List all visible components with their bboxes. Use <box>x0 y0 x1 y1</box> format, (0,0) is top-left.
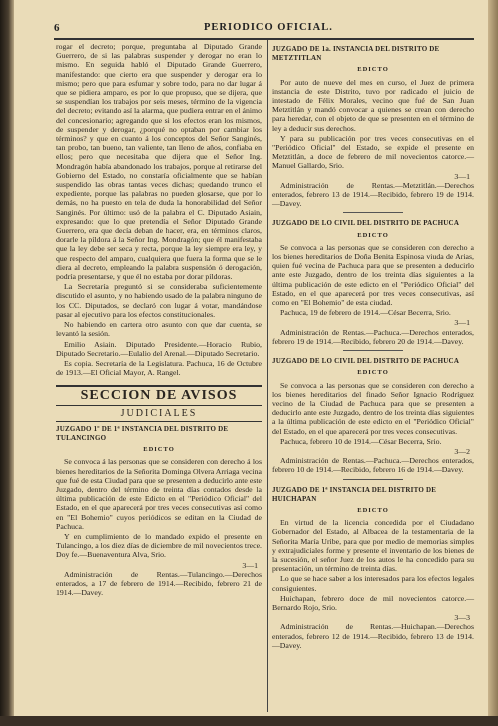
edicto-label: EDICTO <box>143 446 175 454</box>
session-text: La Secretaría preguntó si se consideraba suficientemente discutido el asunto, y no habiendo usado de la palabra ninguno de los CC. Diputados, se declaró con lugar á votar, mandándose pasar al ejecutivo para los efectos constitucionales. <box>56 282 262 319</box>
court-heading: JUZGADO 1º DE 1ª INSTANCIA DEL DISTRITO DE TULANCINGO <box>56 424 229 442</box>
notice-text: Se convoca á las personas que se consideren con derecho á los bienes hereditarios de la Señorita Dominga Olvera Arriaga vecina que fué de esta Ciudad para que se presenten a deducirlo ante este Juzgado, dentro del término de treinta días contados desde la última publicación de este Edicto en el "Periódico Oficial" del Estado, en el que aparecerá por tres veces consecutivas así como en "El Bohemio" cuyos periódicos se editan en la Ciudad de Pachuca. <box>56 457 262 531</box>
court-heading: JUZGADO DE LO CIVIL DEL DISTRITO DE PACHUCA <box>272 219 460 228</box>
admin-note: Administración de Rentas.—Metztitlán.—Derechos enterados, febrero 13 de 1914.—Recibido, febrero 19 de 1914.—Davey. <box>272 180 474 209</box>
admin-note: Administración de Rentas.—Pachuca.—Derechos enterados, febrero 19 de 1914.—Recibido, febrero 20 de 1914.—Davey. <box>272 327 474 346</box>
edicto-label: EDICTO <box>357 506 389 514</box>
notice-text: Y en cumplimiento de lo mandado expido el presente en Tulancingo, a los diez días de diciembre de mil novecientos trece. Doy fe.—Buenaventura Alva, Srio. <box>56 531 262 560</box>
court-heading: JUZGADO DE 1ª INSTANCIA DEL DISTRITO DE HUICHAPAN <box>272 485 437 503</box>
notice-text: Huichapan, febrero doce de mil novecientos catorce.—Bernardo Rojo, Srio. <box>272 593 474 612</box>
edicto-label: EDICTO <box>357 369 389 377</box>
court-heading: JUZGADO DE 1a. INSTANCIA DEL DISTRITO DE METZTITLAN <box>272 45 440 63</box>
certification: Es copia. Secretaría de la Legislatura. Pachuca, 16 de Octubre de 1913.—El Oficial Mayor, A. Rangel. <box>56 358 262 378</box>
separator <box>343 212 403 213</box>
subsection-title: JUDICIALES <box>56 409 262 422</box>
notice-text: Por auto de nueve del mes en curso, el Juez de primera instancia de este Distrito, tuvo por radicado el juicio de intestado de Félix Morales, vecino que fué de San Juan Metztitlán y mandó convocar a quienes se crean con derecho para heredar, con el objeto de que se presenten en el término de ley a deducir sus derechos. <box>272 77 474 133</box>
edicto-label: EDICTO <box>357 66 389 74</box>
column-rule <box>267 40 268 712</box>
notice-text: Se convoca a las personas que se consideren con derecho a los bienes hereditarios de Doña Benita Espinosa viuda de Arias, quien fué vecina de Pachuca para que se presenten a deducirlo ante este Juzgado, dentro de los treinta días siguientes a la última publicación de este edicto en el "Periódico Oficial" del Estado, en el que aparecerá por tres veces consecutivas, así como en "El Bohemio" de esta ciudad. <box>272 242 474 308</box>
notice-text: Y para su publicación por tres veces consecutivas en el "Periódico Oficial" del Estado, se expide el presente en Metztitlán, a doce de febrero de mil novecientos catorce.—Manuel Gallardo, Srio. <box>272 133 474 171</box>
court-heading: JUZGADO DE LO CIVIL DEL DISTRITO DE PACHUCA <box>272 357 460 366</box>
notice-number: 3—1 <box>454 171 470 181</box>
header-rule <box>54 38 474 40</box>
right-column <box>272 42 474 651</box>
session-text: No habiendo en cartera otro asunto con que dar cuenta, se levantó la sesión. <box>56 320 262 339</box>
left-column <box>56 42 262 598</box>
notice-number: 3—1 <box>454 318 470 328</box>
notice-text: Pachuca, 19 de febrero de 1914.—César Becerra, Srio. <box>280 308 451 318</box>
page-number: 6 <box>54 22 60 34</box>
section-title: SECCION DE AVISOS <box>56 385 262 405</box>
admin-note: Administración de Rentas.—Tulancingo.—Derechos enterados, a 17 de febrero de 1914.—Recibido, febrero 21 de 1914.—Davey. <box>56 569 262 598</box>
notice-number: 3—2 <box>454 446 470 456</box>
notice-text: Pachuca, febrero 10 de 1914.—César Becerra, Srio. <box>280 436 442 446</box>
admin-note: Administración de Rentas.—Pachuca.—Derechos enterados, febrero 10 de 1914.—Recibido, febrero 16 de 1914.—Davey. <box>272 456 474 475</box>
admin-note: Administración de Rentas.—Huichapan.—Derechos enterados, febrero 12 de 1914.—Recibido, febrero 13 de 1914.—Davey. <box>272 622 474 650</box>
book-binding <box>0 0 14 726</box>
separator <box>343 479 403 480</box>
page-header <box>54 22 474 38</box>
notice-number: 3—1 <box>242 560 258 570</box>
page-edge <box>488 0 498 726</box>
notice-number: 3—3 <box>454 613 470 623</box>
edicto-label: EDICTO <box>357 231 389 239</box>
notice-text: En virtud de la licencia concedida por el Ciudadano Gobernador del Estado, al Albacea de la testamentaria de la Señorita María Uribe, para que por medio de memorias simples y extrajudiciales forme y presente el inventario de los bienes de la sucesión, el señor Juez de los autos le ha concedido para su presentación, un término de treinta días. <box>272 518 474 574</box>
newspaper-title: PERIODICO OFICIAL. <box>204 22 333 33</box>
separator <box>343 350 403 351</box>
signatures: Emilio Asiain. Diputado Presidente.—Horacio Rubio, Diputado Secretario.—Eulalio del Arenal.—Diputado Secretario. <box>56 339 262 358</box>
notice-text: Lo que se hace saber a los interesados para los efectos legales consiguientes. <box>272 574 474 593</box>
notice-text: Se convoca a las personas que se consideren con derecho a los bienes hereditarios del finado Señor Ignacio Rodríguez vecino de la Ciudad de Pachuca para que se presenten a deducirlo ante este Juzgado, dentro de los treinta días siguientes a la última publicación de este edicto en el "Periódico Oficial" del Estado, en el que aparecerá por tres veces consecutivas. <box>272 380 474 436</box>
session-text: rogar el decreto; porque, preguntaba al Diputado Grande Guerrero, de si las palabras suspender y derogar no eran lo mismo. En seguida habló el Diputado Grande Guerrero, manifestando: que cierto era que suspender y derogar era lo mismo; pero que para esfumar y sobre todo, para no dar lugar á que se pidiera amparo, es por lo que propuso, que se dijera, que se suspendían los trabajos por seis meses, término de la vigencia del decreto; evitando así la alarma, que pudiera entrar en el ánimo del concesionario; agregando que si los efectos eran los mismos, de suspender y derogar, ¿porqué no optaban por cambiar los términos? y que en cuanto á los conceptos del Señor Sanginés, tan probo, tan bueno, tan valiente, tan lleno de años, confiaba en ellos; pero que necesitaba que dijera que el Señor Ing. Mondragón había abandonado los trabajos, porque al retirarse del Gobierno del Estado, no constaría oficialmente que se habían suspendido las obras tantas veces dichas; quedando trunco el expediente, porque las palabras no pueden glosarse, que por lo demás, no ha puesto en tela de duda la honorabilidad del Señor Sanginés. Por último: usó de la palabra el C. Diputado Asiain, expresando: que lo que pretendía el Señor Diputado Grande Guerrero, era que decía deban de hacer, era, en términos claros, dorarle la píldora á la Señor Ing. Mondragón; que él manifestaba que la ley debe ser seca y recta, porque la ley siempre era ley, y que respecto del amparo, cualquiera que fuera la forma que se le diera al decreto, empleando la palabra suspensión ó derogación, podría presentarse, y que él no estaba por dorar píldoras. <box>56 42 262 282</box>
page-bottom-edge <box>0 716 498 726</box>
